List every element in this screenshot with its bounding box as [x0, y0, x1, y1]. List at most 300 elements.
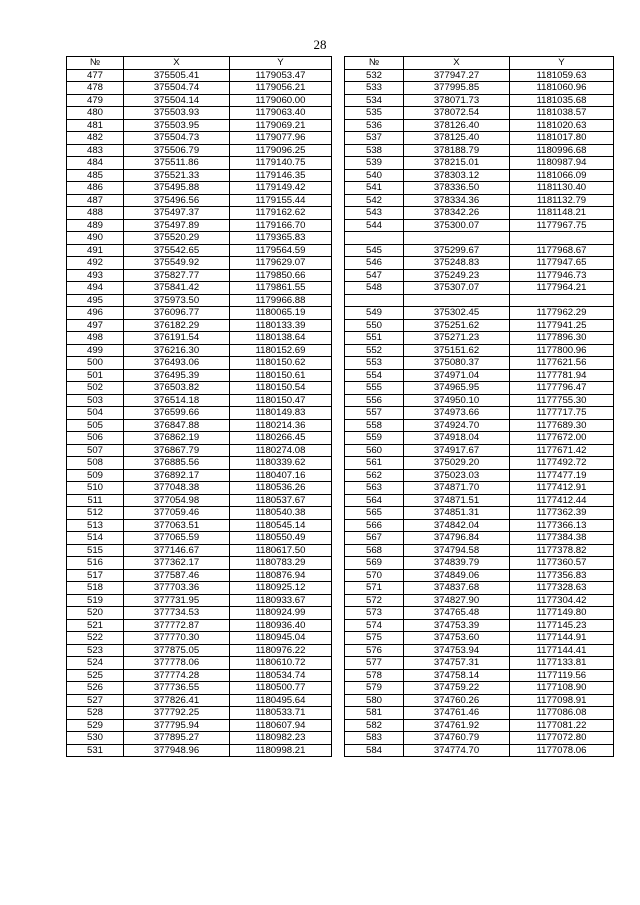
cell-number: 580 [345, 694, 404, 707]
table-header-row [345, 57, 614, 70]
cell-number: 531 [67, 744, 124, 757]
cell-number: 536 [345, 119, 404, 132]
table-row [345, 182, 614, 195]
cell-y: 1180534.74 [230, 669, 332, 682]
cell-x: 377826.41 [124, 694, 230, 707]
header-number: № [67, 57, 124, 70]
table-row [67, 482, 332, 495]
table-row [67, 232, 332, 245]
cell-number: 499 [67, 344, 124, 357]
cell-number: 498 [67, 332, 124, 345]
cell-number: 549 [345, 307, 404, 320]
table-row [345, 394, 614, 407]
table-row [67, 119, 332, 132]
cell-x: 376503.82 [124, 382, 230, 395]
cell-y: 1180150.61 [230, 369, 332, 382]
cell-number: 507 [67, 444, 124, 457]
table-row [345, 207, 614, 220]
cell-x: 374849.06 [404, 569, 510, 582]
cell-y: 1177412.44 [510, 494, 614, 507]
cell-y: 1177378.82 [510, 544, 614, 557]
cell-y: 1177356.83 [510, 569, 614, 582]
cell-x: 375504.14 [124, 94, 230, 107]
cell-y: 1179069.21 [230, 119, 332, 132]
table-row [67, 394, 332, 407]
cell-x: 375299.67 [404, 244, 510, 257]
cell-x: 377772.87 [124, 619, 230, 632]
table-row [345, 732, 614, 745]
cell-number: 530 [67, 732, 124, 745]
cell-y: 1180610.72 [230, 657, 332, 670]
cell-y: 1177964.21 [510, 282, 614, 295]
cell-number: 506 [67, 432, 124, 445]
cell-x: 377895.27 [124, 732, 230, 745]
table-row [67, 707, 332, 720]
cell-y: 1181020.63 [510, 119, 614, 132]
cell-x: 377048.38 [124, 482, 230, 495]
cell-y: 1180407.16 [230, 469, 332, 482]
cell-x: 377146.67 [124, 544, 230, 557]
cell-y: 1181038.57 [510, 107, 614, 120]
cell-x: 377995.85 [404, 82, 510, 95]
table-row [67, 69, 332, 82]
cell-x: 377947.27 [404, 69, 510, 82]
table-row [67, 82, 332, 95]
cell-number: 568 [345, 544, 404, 557]
table-row [345, 419, 614, 432]
cell-number: 502 [67, 382, 124, 395]
table-row [67, 732, 332, 745]
cell-number: 503 [67, 394, 124, 407]
cell-number: 555 [345, 382, 404, 395]
cell-number: 518 [67, 582, 124, 595]
cell-number: 552 [345, 344, 404, 357]
cell-x: 377054.98 [124, 494, 230, 507]
cell-y: 1181132.79 [510, 194, 614, 207]
table-row [67, 644, 332, 657]
cell-number: 569 [345, 557, 404, 570]
cell-x: 377792.25 [124, 707, 230, 720]
table-row [345, 332, 614, 345]
cell-y: 1177086.08 [510, 707, 614, 720]
cell-x: 375521.33 [124, 169, 230, 182]
table-row [67, 694, 332, 707]
cell-number: 532 [345, 69, 404, 82]
cell-y: 1177133.81 [510, 657, 614, 670]
cell-number: 559 [345, 432, 404, 445]
cell-y: 1181035.68 [510, 94, 614, 107]
cell-y: 1179060.00 [230, 94, 332, 107]
cell-number: 566 [345, 519, 404, 532]
cell-number: 542 [345, 194, 404, 207]
cell-x: 375249.23 [404, 269, 510, 282]
table-row [345, 619, 614, 632]
cell-y: 1179365.83 [230, 232, 332, 245]
table-row [345, 544, 614, 557]
cell-number: 579 [345, 682, 404, 695]
cell-number: 489 [67, 219, 124, 232]
table-row [345, 682, 614, 695]
table-row [345, 269, 614, 282]
cell-y: 1181017.80 [510, 132, 614, 145]
cell-y: 1177968.67 [510, 244, 614, 257]
cell-x: 374760.26 [404, 694, 510, 707]
cell-y: 1181060.96 [510, 82, 614, 95]
cell-x: 375080.37 [404, 357, 510, 370]
table-row [345, 632, 614, 645]
cell-number: 519 [67, 594, 124, 607]
cell-number: 511 [67, 494, 124, 507]
table-row [345, 344, 614, 357]
cell-y: 1177947.65 [510, 257, 614, 270]
cell-y: 1177304.42 [510, 594, 614, 607]
cell-x: 375248.83 [404, 257, 510, 270]
cell-y: 1177360.57 [510, 557, 614, 570]
cell-number: 525 [67, 669, 124, 682]
cell-x: 375307.07 [404, 282, 510, 295]
cell-x: 374965.95 [404, 382, 510, 395]
cell-x: 377875.05 [124, 644, 230, 657]
cell-number: 485 [67, 169, 124, 182]
cell-number: 541 [345, 182, 404, 195]
cell-x: 374765.48 [404, 607, 510, 620]
cell-number: 522 [67, 632, 124, 645]
cell-y [510, 294, 614, 307]
cell-number: 558 [345, 419, 404, 432]
cell-x: 378071.73 [404, 94, 510, 107]
cell-x: 375497.89 [124, 219, 230, 232]
cell-y: 1179149.42 [230, 182, 332, 195]
table-row [345, 607, 614, 620]
cell-number: 581 [345, 707, 404, 720]
cell-number: 526 [67, 682, 124, 695]
cell-x: 377770.30 [124, 632, 230, 645]
cell-number: 477 [67, 69, 124, 82]
cell-number: 508 [67, 457, 124, 470]
table-row [67, 494, 332, 507]
table-row [345, 719, 614, 732]
table-row [345, 69, 614, 82]
cell-x: 375841.42 [124, 282, 230, 295]
cell-x: 375504.74 [124, 82, 230, 95]
cell-number: 562 [345, 469, 404, 482]
table-row [345, 469, 614, 482]
table-row [345, 644, 614, 657]
cell-y: 1181066.09 [510, 169, 614, 182]
cell-number: 514 [67, 532, 124, 545]
cell-x: 378188.79 [404, 144, 510, 157]
cell-y: 1179077.96 [230, 132, 332, 145]
cell-y: 1177384.38 [510, 532, 614, 545]
table-row [67, 507, 332, 520]
cell-number: 487 [67, 194, 124, 207]
cell-number: 548 [345, 282, 404, 295]
cell-y: 1180152.69 [230, 344, 332, 357]
table-row [345, 744, 614, 757]
table-row [345, 169, 614, 182]
cell-number: 527 [67, 694, 124, 707]
cell-number: 547 [345, 269, 404, 282]
cell-number: 496 [67, 307, 124, 320]
cell-number: 520 [67, 607, 124, 620]
table-row [67, 319, 332, 332]
cell-x: 375973.50 [124, 294, 230, 307]
cell-y: 1181059.63 [510, 69, 614, 82]
cell-x: 375505.41 [124, 69, 230, 82]
cell-number: 567 [345, 532, 404, 545]
cell-x: 376514.18 [124, 394, 230, 407]
cell-number: 564 [345, 494, 404, 507]
cell-x: 375520.29 [124, 232, 230, 245]
table-row [67, 144, 332, 157]
cell-y: 1177477.19 [510, 469, 614, 482]
cell-x: 377736.55 [124, 682, 230, 695]
cell-number: 479 [67, 94, 124, 107]
cell-number: 578 [345, 669, 404, 682]
cell-y: 1179155.44 [230, 194, 332, 207]
table-row [345, 94, 614, 107]
table-row [67, 444, 332, 457]
cell-y: 1180495.64 [230, 694, 332, 707]
cell-y: 1181148.21 [510, 207, 614, 220]
cell-number: 545 [345, 244, 404, 257]
table-row [345, 582, 614, 595]
table-row [345, 569, 614, 582]
table-row [67, 294, 332, 307]
cell-x: 374871.70 [404, 482, 510, 495]
cell-x: 375506.79 [124, 144, 230, 157]
cell-x: 375549.92 [124, 257, 230, 270]
table-row [67, 244, 332, 257]
table-row [67, 657, 332, 670]
cell-y: 1180545.14 [230, 519, 332, 532]
table-row [67, 169, 332, 182]
cell-number: 510 [67, 482, 124, 495]
cell-x: 377774.28 [124, 669, 230, 682]
cell-y: 1180149.83 [230, 407, 332, 420]
table-row [67, 469, 332, 482]
cell-x: 374761.46 [404, 707, 510, 720]
cell-number: 540 [345, 169, 404, 182]
cell-number: 550 [345, 319, 404, 332]
cell-x: 375271.23 [404, 332, 510, 345]
table-row [345, 194, 614, 207]
cell-y: 1180925.12 [230, 582, 332, 595]
cell-number: 534 [345, 94, 404, 107]
cell-x [404, 294, 510, 307]
table-row [67, 282, 332, 295]
cell-x: 376847.88 [124, 419, 230, 432]
table-row [345, 382, 614, 395]
cell-x: 377065.59 [124, 532, 230, 545]
cell-x: 374794.58 [404, 544, 510, 557]
cell-number: 561 [345, 457, 404, 470]
table-row [345, 82, 614, 95]
table-row [67, 207, 332, 220]
cell-x: 375300.07 [404, 219, 510, 232]
cell-x: 376495.39 [124, 369, 230, 382]
cell-number: 582 [345, 719, 404, 732]
cell-x: 376599.66 [124, 407, 230, 420]
cell-x: 374851.31 [404, 507, 510, 520]
cell-x: 377703.36 [124, 582, 230, 595]
cell-y: 1177796.47 [510, 382, 614, 395]
cell-y: 1179053.47 [230, 69, 332, 82]
cell-y: 1177781.94 [510, 369, 614, 382]
cell-number: 576 [345, 644, 404, 657]
page-number: 28 [313, 37, 327, 52]
cell-y: 1177366.13 [510, 519, 614, 532]
cell-number: 571 [345, 582, 404, 595]
cell-number: 515 [67, 544, 124, 557]
cell-number: 573 [345, 607, 404, 620]
cell-x: 378334.36 [404, 194, 510, 207]
cell-y: 1177328.63 [510, 582, 614, 595]
cell-number: 521 [67, 619, 124, 632]
cell-x: 375503.93 [124, 107, 230, 120]
cell-number: 494 [67, 282, 124, 295]
cell-number: 504 [67, 407, 124, 420]
cell-x: 376885.56 [124, 457, 230, 470]
cell-number: 493 [67, 269, 124, 282]
cell-x: 374757.31 [404, 657, 510, 670]
cell-x: 374842.04 [404, 519, 510, 532]
cell-y: 1180150.47 [230, 394, 332, 407]
cell-y [510, 232, 614, 245]
cell-x: 374871.51 [404, 494, 510, 507]
cell-y: 1177689.30 [510, 419, 614, 432]
cell-y: 1177098.91 [510, 694, 614, 707]
cell-x: 377795.94 [124, 719, 230, 732]
cell-y: 1180537.67 [230, 494, 332, 507]
cell-x: 377063.51 [124, 519, 230, 532]
table-row [345, 144, 614, 157]
table-row [67, 532, 332, 545]
cell-y: 1180976.22 [230, 644, 332, 657]
cell-number: 583 [345, 732, 404, 745]
cell-y: 1180998.21 [230, 744, 332, 757]
cell-x: 374758.14 [404, 669, 510, 682]
cell-y: 1179966.88 [230, 294, 332, 307]
cell-y: 1177119.56 [510, 669, 614, 682]
cell-x: 376867.79 [124, 444, 230, 457]
table-row [345, 244, 614, 257]
table-row [345, 232, 614, 245]
cell-x: 375497.37 [124, 207, 230, 220]
table-row [345, 482, 614, 495]
cell-number: 546 [345, 257, 404, 270]
cell-number: 488 [67, 207, 124, 220]
cell-x: 376182.29 [124, 319, 230, 332]
cell-number: 551 [345, 332, 404, 345]
cell-x: 374950.10 [404, 394, 510, 407]
cell-x: 374774.70 [404, 744, 510, 757]
cell-x: 375503.95 [124, 119, 230, 132]
cell-y: 1177149.80 [510, 607, 614, 620]
cell-x: 375251.62 [404, 319, 510, 332]
cell-y: 1179056.21 [230, 82, 332, 95]
cell-number: 516 [67, 557, 124, 570]
header-y: Y [510, 57, 614, 70]
cell-y: 1180876.94 [230, 569, 332, 582]
cell-number: 495 [67, 294, 124, 307]
cell-x: 374837.68 [404, 582, 510, 595]
cell-y: 1180936.40 [230, 619, 332, 632]
cell-x: 376096.77 [124, 307, 230, 320]
table-row [67, 419, 332, 432]
cell-x: 374796.84 [404, 532, 510, 545]
table-row [67, 369, 332, 382]
table-row [345, 444, 614, 457]
cell-x: 374761.92 [404, 719, 510, 732]
cell-x: 374827.90 [404, 594, 510, 607]
cell-number: 572 [345, 594, 404, 607]
header-x: X [404, 57, 510, 70]
table-row [67, 269, 332, 282]
cell-x: 375302.45 [404, 307, 510, 320]
table-row [67, 182, 332, 195]
cell-number: 481 [67, 119, 124, 132]
table-row [67, 157, 332, 170]
table-row [67, 107, 332, 120]
table-row [67, 194, 332, 207]
cell-number: 554 [345, 369, 404, 382]
cell-y: 1177081.22 [510, 719, 614, 732]
cell-y: 1177144.41 [510, 644, 614, 657]
cell-y: 1179564.59 [230, 244, 332, 257]
cell-y: 1179146.35 [230, 169, 332, 182]
cell-y: 1180339.62 [230, 457, 332, 470]
cell-y: 1180607.94 [230, 719, 332, 732]
cell-x: 374924.70 [404, 419, 510, 432]
cell-y: 1179629.07 [230, 257, 332, 270]
table-row [67, 569, 332, 582]
cell-x: 378342.26 [404, 207, 510, 220]
cell-y: 1180150.62 [230, 357, 332, 370]
table-row [345, 319, 614, 332]
cell-y: 1180266.45 [230, 432, 332, 445]
cell-y: 1180150.54 [230, 382, 332, 395]
cell-number: 478 [67, 82, 124, 95]
cell-y: 1177800.96 [510, 344, 614, 357]
table-row [67, 257, 332, 270]
cell-y: 1180536.26 [230, 482, 332, 495]
cell-y: 1177078.06 [510, 744, 614, 757]
cell-y: 1180987.94 [510, 157, 614, 170]
cell-number: 584 [345, 744, 404, 757]
cell-y: 1180214.36 [230, 419, 332, 432]
cell-y: 1177362.39 [510, 507, 614, 520]
cell-x: 374971.04 [404, 369, 510, 382]
table-row [345, 519, 614, 532]
cell-number: 539 [345, 157, 404, 170]
cell-number: 524 [67, 657, 124, 670]
cell-y: 1177412.91 [510, 482, 614, 495]
cell-number: 523 [67, 644, 124, 657]
cell-x: 374760.79 [404, 732, 510, 745]
cell-y: 1180933.67 [230, 594, 332, 607]
table-row [345, 494, 614, 507]
table-row [67, 432, 332, 445]
cell-x: 374839.79 [404, 557, 510, 570]
coordinates-table-right [344, 56, 614, 757]
cell-number: 486 [67, 182, 124, 195]
table-row [345, 669, 614, 682]
cell-x: 374753.60 [404, 632, 510, 645]
cell-y: 1177144.91 [510, 632, 614, 645]
table-row [345, 457, 614, 470]
cell-number: 480 [67, 107, 124, 120]
